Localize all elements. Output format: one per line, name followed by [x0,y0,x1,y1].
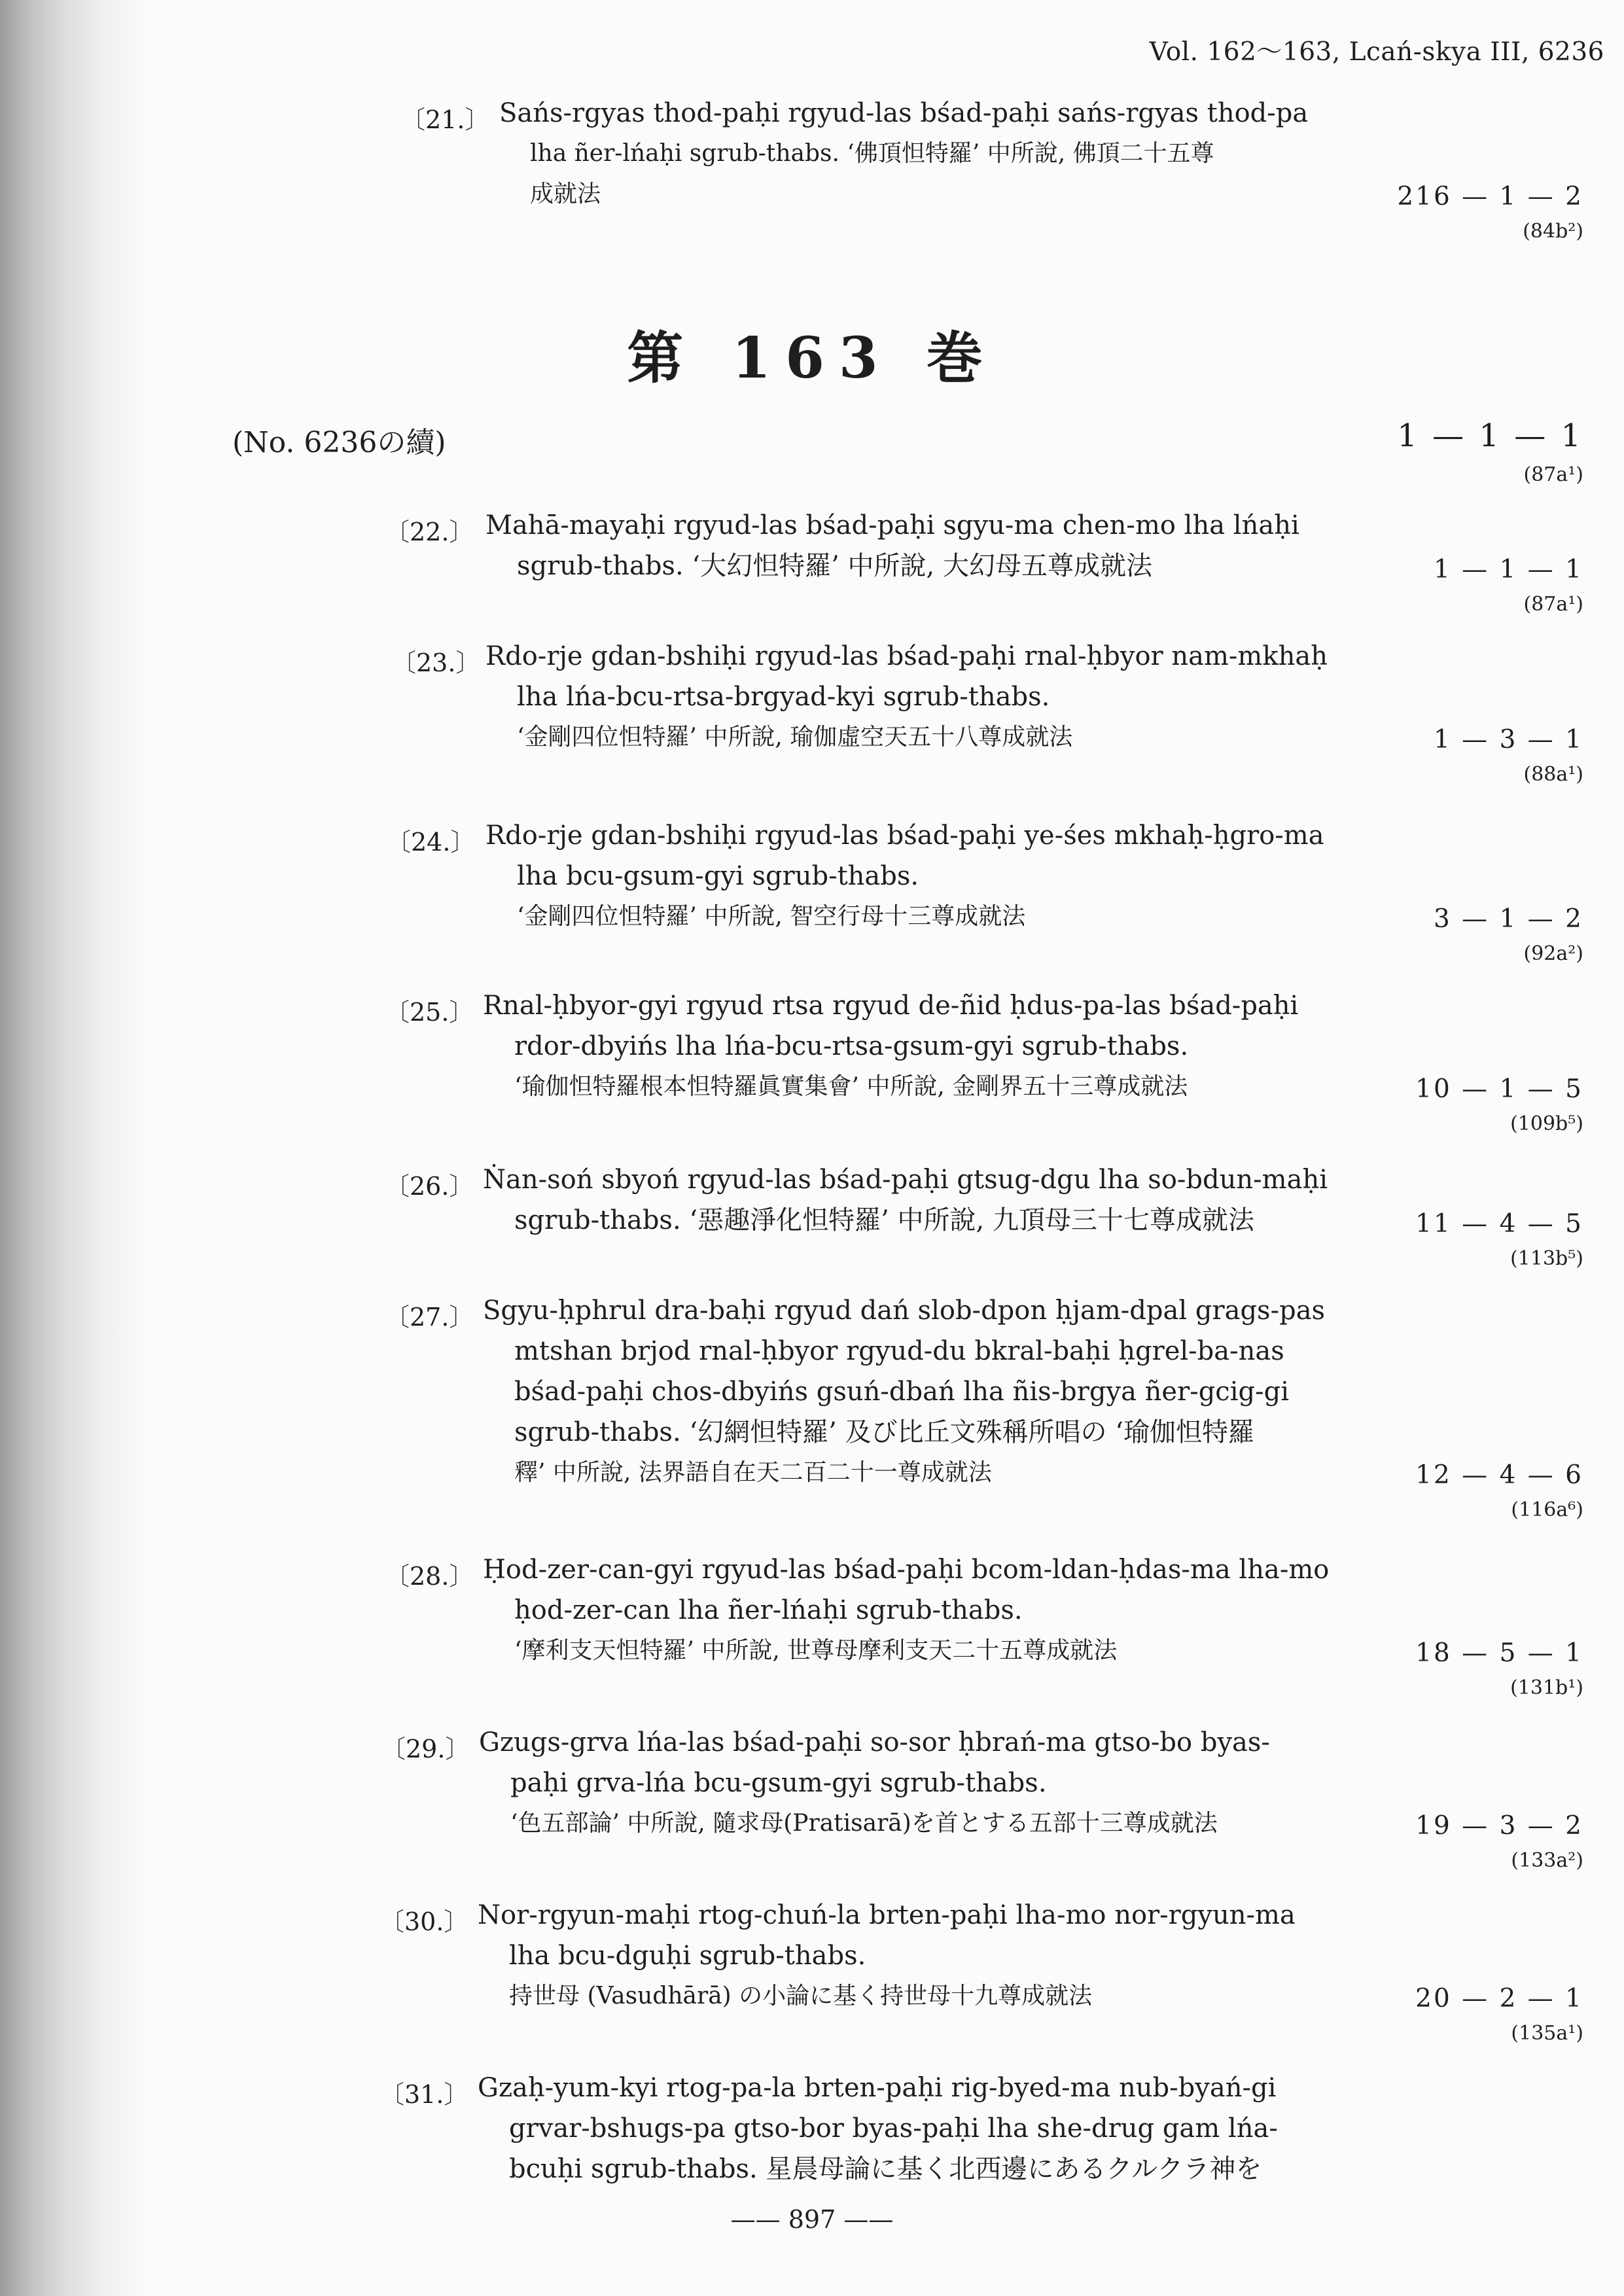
entry-number: 〔23.〕 [391,648,481,677]
entry-line: sgrub-thabs. ‘幻網怛特羅’ 及び比丘文殊稱所唱の ‘瑜伽怛特羅 [514,1417,1254,1447]
entry-line: bcuḥi sgrub-thabs. 星晨母論に基く北西邊にあるクルクラ神を [509,2154,1262,2184]
entry-line: ‘金剛四位怛特羅’ 中所說, 瑜伽虛空天五十八尊成就法 [517,724,1073,751]
entry-line: Rdo-rje gdan-bshiḥi rgyud-las bśad-paḥi rnal-ḥbyor nam-mkhaḥ [485,641,1328,671]
entry-line: Rdo-rje gdan-bshiḥi rgyud-las bśad-paḥi ye-śes mkhaḥ-ḥgro-ma [485,821,1324,851]
entry-number: 〔21.〕 [400,105,490,134]
continuation-ref: 1 — 1 — 1 [1397,417,1583,454]
entry-folio: (88a¹) [1523,763,1583,786]
entry-line: lha bcu-dguḥi sgrub-thabs. [509,1941,866,1971]
entry-line: ‘金剛四位怛特羅’ 中所說, 智空行母十三尊成就法 [517,903,1026,930]
entry-ref: 11 — 4 — 5 [1415,1209,1583,1239]
entry-number: 〔30.〕 [380,1907,469,1936]
entry-ref: 3 — 1 — 2 [1433,904,1583,934]
entry-line: 釋’ 中所說, 法界語自在天二百二十一尊成就法 [514,1459,992,1486]
entry-line: ‘瑜伽怛特羅根本怛特羅眞實集會’ 中所說, 金剛界五十三尊成就法 [514,1073,1188,1100]
entry-line: Mahā-mayaḥi rgyud-las bśad-paḥi sgyu-ma chen-mo lha lńaḥi [485,510,1299,540]
entry-line: Ḥod-zer-can-gyi rgyud-las bśad-paḥi bcom-ldan-ḥdas-ma lha-mo [483,1555,1330,1585]
entry-ref: 1 — 3 — 1 [1433,725,1583,754]
entry-line: Ṅan-soń sbyoń rgyud-las bśad-paḥi gtsug-dgu lha so-bdun-maḥi [483,1165,1328,1195]
entry-folio: (84b²) [1523,220,1583,243]
entry-line: lha bcu-gsum-gyi sgrub-thabs. [517,861,919,891]
entry-ref: 216 — 1 — 2 [1397,182,1583,211]
entry-line: sgrub-thabs. ‘大幻怛特羅’ 中所說, 大幻母五尊成就法 [517,551,1152,581]
volume-title: 第 163 巻 [627,325,997,391]
entry-folio: (92a²) [1523,942,1583,965]
entry-line: 成就法 [530,181,601,207]
entry-number: 〔24.〕 [386,828,476,857]
entry-line: Nor-rgyun-maḥi rtog-chuń-la brten-paḥi lha-mo nor-rgyun-ma [478,1900,1296,1930]
entry-ref: 19 — 3 — 2 [1415,1811,1583,1841]
entry-folio: (133a²) [1511,1849,1583,1872]
entry-line: Gzugs-grva lńa-las bśad-paḥi so-sor ḥbrań-ma gtso-bo byas- [479,1727,1270,1757]
entry-folio: (116a⁶) [1511,1498,1583,1521]
entry-number: 〔26.〕 [385,1172,474,1201]
entry-number: 〔28.〕 [385,1562,474,1591]
entry-line: Sgyu-ḥphrul dra-baḥi rgyud dań slob-dpon ḥjam-dpal grags-pas [483,1296,1326,1326]
entry-folio: (87a¹) [1523,593,1583,616]
entry-line: grvar-bshugs-pa gtso-bor byas-paḥi lha she-drug gam lńa- [509,2113,1278,2144]
entry-line: 持世母 (Vasudhārā) の小論に基く持世母十九尊成就法 [509,1983,1093,2009]
entry-line: sgrub-thabs. ‘惡趣淨化怛特羅’ 中所說, 九頂母三十七尊成就法 [514,1205,1254,1235]
entry-line: mtshan brjod rnal-ḥbyor rgyud-du bkral-baḥi ḥgrel-ba-nas [514,1336,1284,1366]
entry-number: 〔27.〕 [385,1303,474,1332]
entry-ref: 20 — 2 — 1 [1415,1984,1583,2013]
entry-number: 〔22.〕 [385,518,474,546]
entry-number: 〔29.〕 [381,1735,470,1763]
entry-line: lha lńa-bcu-rtsa-brgyad-kyi sgrub-thabs. [517,682,1050,712]
entry-line: ḥod-zer-can lha ñer-lńaḥi sgrub-thabs. [514,1595,1023,1625]
entry-ref: 18 — 5 — 1 [1415,1638,1583,1668]
entry-folio: (135a¹) [1511,2022,1583,2045]
entry-number: 〔31.〕 [380,2080,469,2109]
entry-line: paḥi grva-lńa bcu-gsum-gyi sgrub-thabs. [510,1768,1047,1798]
running-head: Vol. 162～163, Lcań-skya III, 6236 [1149,37,1604,67]
entry-line: ‘色五部論’ 中所說, 隨求母(Pratisarā)を首とする五部十三尊成就法 [510,1810,1218,1837]
entry-ref: 10 — 1 — 5 [1415,1074,1583,1104]
entry-folio: (131b¹) [1510,1676,1583,1699]
entry-ref: 12 — 4 — 6 [1415,1460,1583,1490]
entry-line: lha ñer-lńaḥi sgrub-thabs. ‘佛頂怛特羅’ 中所說, 佛頂二十五尊 [530,140,1214,167]
entry-folio: (109b⁵) [1510,1112,1583,1135]
entry-line: bśad-paḥi chos-dbyińs gsuń-dbań lha ñis-brgya ñer-gcig-gi [514,1377,1290,1407]
entry-line: Sańs-rgyas thod-paḥi rgyud-las bśad-paḥi sańs-rgyas thod-pa [499,98,1309,128]
entry-line: ‘摩利支天怛特羅’ 中所說, 世尊母摩利支天二十五尊成就法 [514,1637,1118,1664]
entry-line: Gzaḥ-yum-kyi rtog-pa-la brten-paḥi rig-byed-ma nub-byań-gi [478,2073,1277,2103]
entry-folio: (113b⁵) [1510,1247,1583,1270]
entry-line: Rnal-ḥbyor-gyi rgyud rtsa rgyud de-ñid ḥdus-pa-las bśad-paḥi [483,991,1299,1021]
continuation-folio: (87a¹) [1523,463,1583,486]
page-number: —— 897 —— [730,2205,894,2234]
continuation-label: (No. 6236の續) [232,426,446,459]
entry-ref: 1 — 1 — 1 [1433,555,1583,584]
entry-number: 〔25.〕 [385,998,474,1027]
entry-line: rdor-dbyińs lha lńa-bcu-rtsa-gsum-gyi sgrub-thabs. [514,1031,1189,1061]
